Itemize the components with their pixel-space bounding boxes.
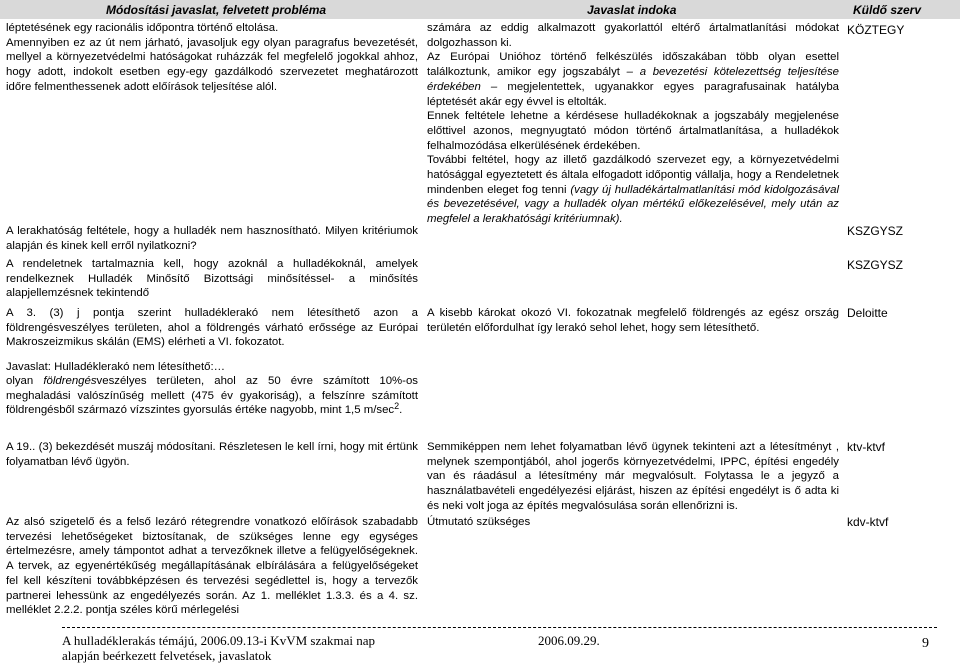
header-reason: Javaslat indoka xyxy=(587,3,677,17)
row2-sender: KSZGYSZ xyxy=(847,224,904,238)
row2-proposal: A lerakhatóság feltétele, hogy a hulladék nem hasznosítható. Milyen kritériumok alapján és kinek kell erről nyilatkozni? xyxy=(6,225,418,252)
row1-reason-d: További feltétel, hogy az illető gazdálkodó szervezet egy, a környezetvédelmi hatósággal egyeztetett és általa elfogadott időpontig vállalja, hogy a Rendeletnek mindenben eleget fog tenni (vagy új hulladékártalmatlanítási mód kidolgozásával és bevezetésével, vagy a hulladék olyan mértékű előkezelésével, mely után az megfelel a lerakhatósági kritériumnak). xyxy=(427,154,839,226)
row4-suggestion-detail: olyan földrengésveszélyes területen, ahol az 50 évre számított 10%-os meghaladási valószínűség mellett (475 év gyakoriság), a felszínre számított földrengésből származó vízszintes gyorsulás értéke nagyobb, mint 1,5 $m/\sec^2$. xyxy=(6,375,418,417)
footer-divider xyxy=(62,627,937,628)
row1-proposal-line: léptetésének egy racionális időpontra történő eltolása. xyxy=(6,22,279,34)
row6-reason: Útmutató szükséges xyxy=(427,516,531,528)
row5-proposal: A 19.. (3) bekezdését muszáj módosítani. Részletesen le kell írni, hogy mit értünk folyamatban lévő ügyön. xyxy=(6,441,418,468)
row6-proposal: Az alsó szigetelő és a felső lezáró rétegrendre vonatkozó előírások szabadabb tervezési lehetőségeket biztosítanak, de szükséges lenne egy egységes értelmezésre, amely támpontot adhat a tervezőknek illetve a felügyelőségeknek. A tervek, az egyenértékűség megállapításának elbírálására a felügyelőségeket fel kell készíteni továbbképzésen és tervezési segédlettel is, hogy a tervezők partnerei lehessünk az engedélyezés során. Az 1. melléklet 1.3.3. és a 4. sz. melléklet 2.2.2. pontja széles körű mérlegelési xyxy=(6,516,418,617)
row1-reason-c: Ennek feltétele lehetne a kérdésese hulladékoknak a jogszabály megjelenése előttivel azonos, megnyugtató módon történő ártalmatlanítása, a hulladékok felhalmozódása elkerülésének érdekében. xyxy=(427,110,839,152)
row3-proposal: A rendeletnek tartalmaznia kell, hogy azoknál a hulladékoknál, amelyek rendelkeznek Hulladék Minősítő Bizottsági minősítéssel- a minősítés alapjellemzésnek tekintendő xyxy=(6,258,418,300)
row1-proposal-paragraph: Amennyiben ez az út nem járható, javasoljuk egy olyan paragrafus bevezetését, mellyel a környezetvédelmi hatóságokat ruházzák fel megfelelő jogokkal ahhoz, hogy adott, indokolt esetben egy-egy gazdálkodó szervezetet meghatározott időre felmenthessenek adott előírások teljesítése alól. xyxy=(6,36,418,93)
row4-reason: A kisebb károkat okozó VI. fokozatnak megfelelő földrengés az egész ország területén előfordulhat így lerakó sehol lehet, hogy sem létesíthető. xyxy=(427,307,839,334)
row1-reason-b: Az Európai Unióhoz történő felkészülés időszakában több olyan esettel találkoztunk, amikor egy jogszabályt – a bevezetési kötelezettség teljesítése érdekében – megjelentettek, ugyanakkor egyes paragrafusainak hatályba léptetését akár egy évvel is eltolták. xyxy=(427,51,839,108)
row3-sender: KSZGYSZ xyxy=(847,258,904,272)
footer-title-line1: A hulladéklerakás témájú, 2006.09.13-i KvVM szakmai nap xyxy=(62,633,376,648)
footer-title-line2: alapján beérkezett felvetések, javaslatok xyxy=(62,648,272,663)
header-sender: Küldő szerv xyxy=(853,3,922,17)
row5-sender: ktv-ktvf xyxy=(847,440,885,454)
row4-suggestion: Javaslat: Hulladéklerakó nem létesíthető:… xyxy=(6,361,226,373)
row4-proposal: A 3. (3) j pontja szerint hulladéklerakó nem létesíthető azon a földrengésveszélyes területen, ahol a földrengés várható erőssége az Európai Makroszeizmikus skálán (EMS) elérheti a VI. fokozatot. xyxy=(6,307,418,349)
row1-sender: KÖZTEGY xyxy=(847,23,905,37)
footer-date: 2006.09.29. xyxy=(538,633,600,648)
row1-proposal xyxy=(6,21,418,95)
row6-sender: kdv-ktvf xyxy=(847,515,889,529)
row4-sender: Deloitte xyxy=(847,306,888,320)
table-header xyxy=(0,0,960,19)
header-proposal: Módosítási javaslat, felvetett probléma xyxy=(106,3,327,17)
row5-reason: Semmiképpen nem lehet folyamatban lévő ügynek tekinteni azt a létesítményt , melynek szempontjából, ahol jogerős környezetvédelmi, IPPC, építési engedély van és ráadásul a létesítmény már megvalósult. Folytassa le a jegyző a használatbavételi engedélyezési eljárást, hiszen az építési engedélyt is ő adta ki és neki volt joga az építés megvalósulása során ellenőrizni is. xyxy=(427,441,839,512)
page-number: 9 xyxy=(922,636,929,651)
row1-reason xyxy=(427,21,839,227)
row1-reason-a: számára az eddig alkalmazott gyakorlattól eltérő ártalmatlanítási módokat dolgozhasson ki. xyxy=(427,22,839,49)
